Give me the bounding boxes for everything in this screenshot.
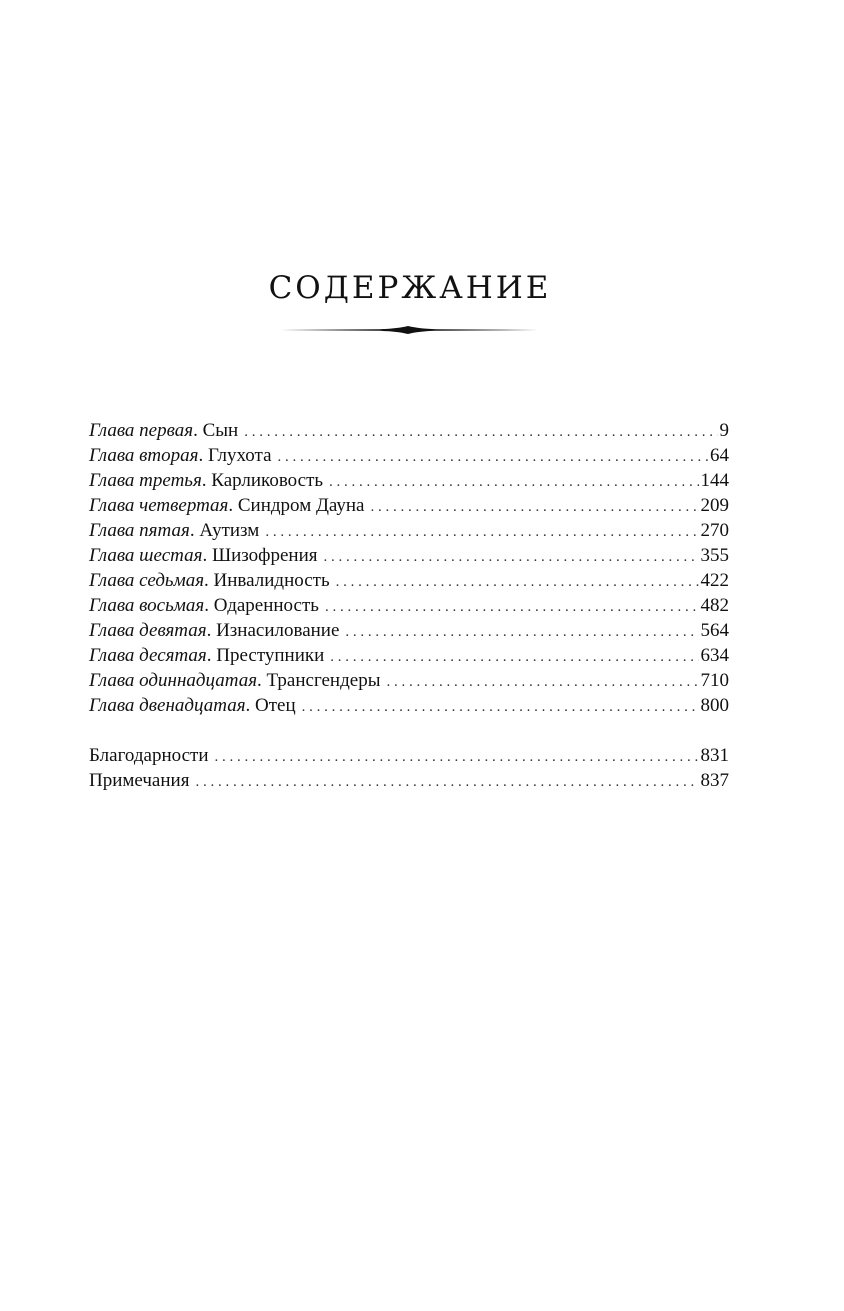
dot-leader	[324, 545, 699, 570]
page-number: 800	[700, 695, 729, 716]
dot-leader	[336, 570, 699, 595]
page-number: 144	[700, 470, 729, 491]
chapter-title: Трансгендеры	[266, 670, 381, 691]
dot-leader	[244, 420, 717, 445]
dot-leader	[345, 620, 698, 645]
toc-entry-notes[interactable]	[89, 768, 729, 793]
chapter-number: Глава девятая	[89, 620, 207, 641]
dot-leader	[265, 520, 698, 545]
page-number: 422	[700, 570, 729, 591]
chapter-number: Глава первая	[89, 420, 194, 441]
chapter-title: Изнасилование	[216, 620, 340, 641]
toc-entry-chapter-10[interactable]: Глава десятая. Преступники . . . 634	[89, 643, 729, 668]
chapter-title: Сын	[202, 420, 239, 441]
toc-entry-chapter-7[interactable]: Глава седьмая. Инвалидность . . . 422	[89, 568, 729, 593]
chapter-number: Глава третья	[89, 470, 202, 491]
chapter-number: Глава четвертая	[89, 495, 229, 516]
table-of-contents	[89, 418, 729, 793]
toc-entry-chapter-1[interactable]: Глава первая. Сын . . . 9	[89, 418, 729, 443]
chapter-title: Карликовость	[211, 470, 324, 491]
chapter-number: Глава вторая	[89, 445, 199, 466]
dot-leader	[325, 595, 699, 620]
dot-leader	[386, 670, 698, 695]
toc-entry-chapter-8[interactable]: Глава восьмая. Одаренность . . . 482	[89, 593, 729, 618]
page-number: 634	[700, 645, 729, 666]
chapter-title: Отец	[255, 695, 296, 716]
page-number: 837	[700, 770, 729, 791]
chapter-number: Глава двенадцатая	[89, 695, 246, 716]
toc-entry-chapter-3[interactable]: Глава третья. Карликовость . . . 144	[89, 468, 729, 493]
chapter-number: Глава восьмая	[89, 595, 205, 616]
chapter-number: Глава пятая	[89, 520, 190, 541]
dot-leader	[371, 495, 699, 520]
toc-entry-chapter-2[interactable]: Глава вторая. Глухота . . . 64	[89, 443, 729, 468]
section-title: Примечания	[89, 770, 190, 791]
chapter-title: Глухота	[207, 445, 272, 466]
chapter-title: Преступники	[216, 645, 325, 666]
chapter-number: Глава одиннадцатая	[89, 670, 258, 691]
chapter-title: Одаренность	[213, 595, 319, 616]
page-number: 710	[700, 670, 729, 691]
toc-entry-chapter-4[interactable]: Глава четвертая. Синдром Дауна . . . 209	[89, 493, 729, 518]
toc-entry-chapter-12[interactable]: Глава двенадцатая. Отец . . . 800	[89, 693, 729, 718]
toc-entry-chapter-6[interactable]: Глава шестая. Шизофрения . . . 355	[89, 543, 729, 568]
chapter-number: Глава шестая	[89, 545, 203, 566]
toc-entry-chapter-5[interactable]: Глава пятая. Аутизм . . . 270	[89, 518, 729, 543]
page-number: 831	[700, 745, 729, 766]
page-number: 9	[719, 420, 729, 441]
toc-entry-acknowledgements[interactable]	[89, 743, 729, 768]
dot-leader	[215, 745, 699, 770]
dot-leader	[302, 695, 699, 720]
dot-leader	[195, 770, 698, 795]
dot-leader	[278, 445, 708, 470]
chapter-title: Синдром Дауна	[237, 495, 365, 516]
page-number: 482	[700, 595, 729, 616]
toc-entry-chapter-11[interactable]: Глава одиннадцатая. Трансгендеры . . . 710	[89, 668, 729, 693]
toc-entry-chapter-9[interactable]: Глава девятая. Изнасилование . . . 564	[89, 618, 729, 643]
dot-leader	[329, 470, 698, 495]
chapter-number: Глава седьмая	[89, 570, 205, 591]
page-title: СОДЕРЖАНИЕ	[268, 270, 552, 306]
section-title: Благодарности	[89, 745, 209, 766]
chapter-number: Глава десятая	[89, 645, 207, 666]
dot-leader	[330, 645, 698, 670]
chapter-title: Аутизм	[199, 520, 260, 541]
chapter-title: Шизофрения	[211, 545, 318, 566]
title-ornament-divider	[280, 323, 538, 337]
page-number: 270	[700, 520, 729, 541]
page-number: 564	[700, 620, 729, 641]
chapter-title: Инвалидность	[213, 570, 330, 591]
page-number: 209	[700, 495, 729, 516]
page-number: 64	[710, 445, 729, 466]
page-number: 355	[700, 545, 729, 566]
